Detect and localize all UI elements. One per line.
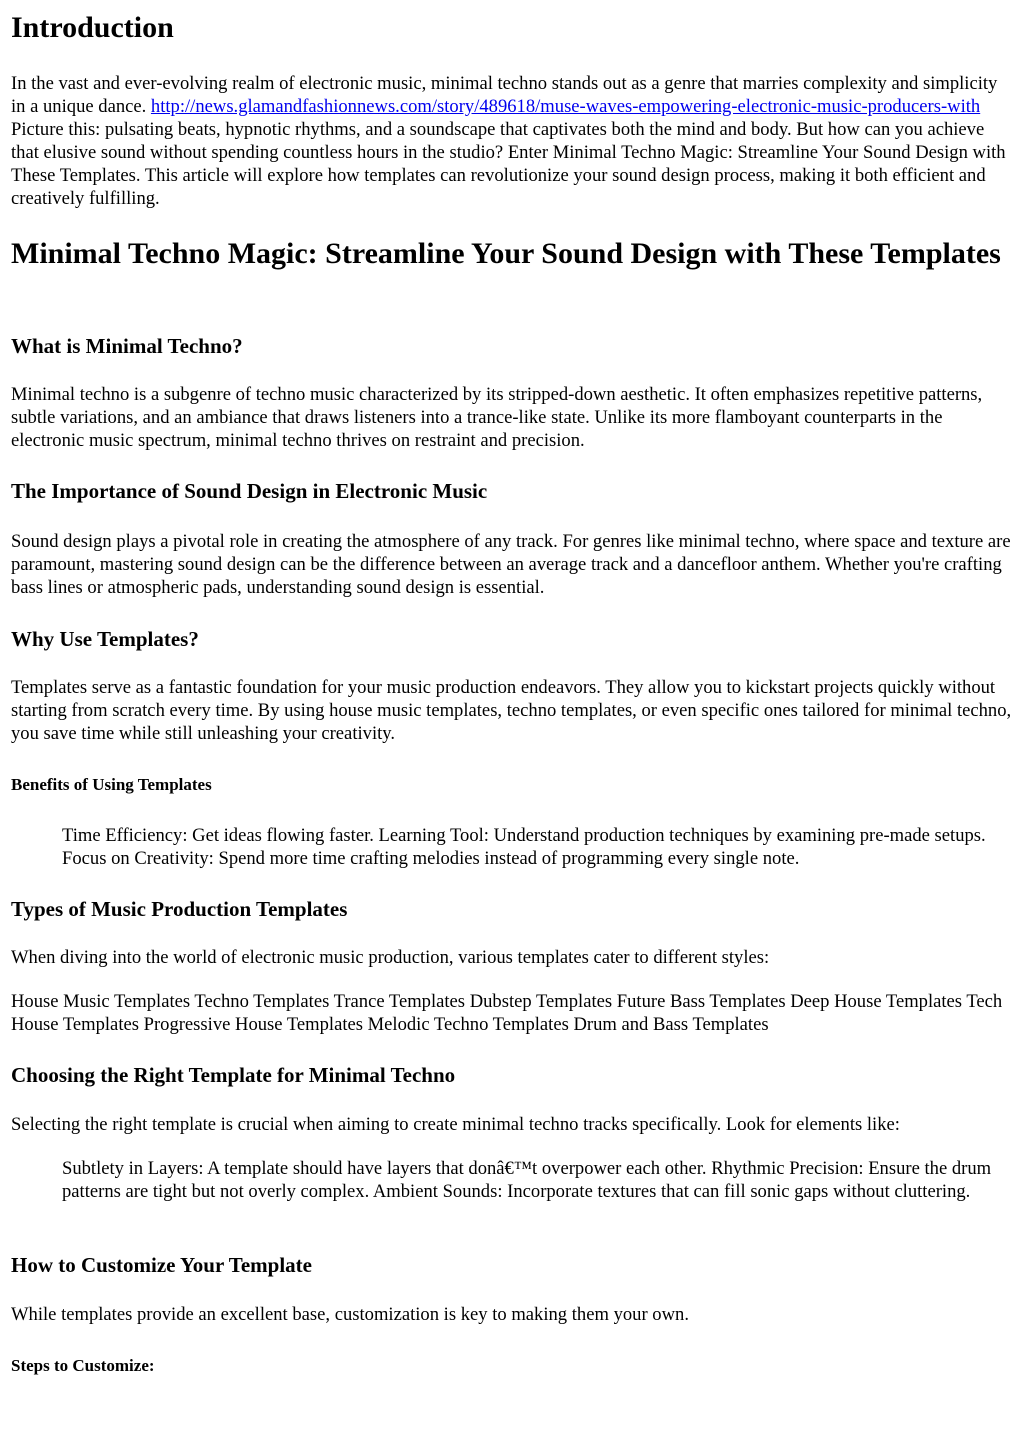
benefits-list: Time Efficiency: Get ideas flowing faster. Learning Tool: Understand production techniques by examining pre-made setups. Focus on Creativity: Spend more time crafting melodies instead of programming every single note. [62,825,986,869]
section-heading-what: What is Minimal Techno? [11,334,243,358]
section-text-choosing: Selecting the right template is crucial when aiming to create minimal techno tracks specifically. Look for elements like: [11,1114,900,1135]
main-heading: Minimal Techno Magic: Streamline Your Sound Design with These Templates [11,237,1001,270]
section-text-importance: Sound design plays a pivotal role in creating the atmosphere of any track. For genres like minimal techno, where space and texture are paramount, mastering sound design can be the difference between an average track and a dancefloor anthem. Whether you're crafting bass lines or atmospheric pads, understanding sound design is essential. [11,531,1011,598]
section-heading-why: Why Use Templates? [11,627,199,651]
section-text-customize: While templates provide an excellent base, customization is key to making them your own. [11,1304,689,1325]
section-text-why: Templates serve as a fantastic foundation for your music production endeavors. They allow you to kickstart projects quickly without starting from scratch every time. By using house music templates, techno templates, or even specific ones tailored for minimal techno, you save time while still unleashing your creativity. [11,677,1012,744]
section-heading-customize: How to Customize Your Template [11,1253,312,1277]
section-heading-importance: The Importance of Sound Design in Electronic Music [11,479,488,503]
section-text-types: When diving into the world of electronic music production, various templates cater to different styles: [11,947,770,968]
choosing-list: Subtlety in Layers: A template should have layers that donâ€™t overpower each other. Rhythmic Precision: Ensure the drum patterns are tight but not overly complex. Ambient Sounds: Incorporate textures that can fill sonic gaps without cluttering. [62,1158,992,1202]
intro-text-end: Picture this: pulsating beats, hypnotic rhythms, and a soundscape that captivates both the mind and body. But how can you achieve that elusive sound without spending countless hours in the studio? Enter Minimal Techno Magic: Streamline Your Sound Design with These Templates. This article will explore how templates can revolutionize your sound design process, making it both efficient and creatively fulfilling. [11,119,1006,209]
intro-paragraph [11,72,1014,210]
intro-heading: Introduction [11,11,174,44]
section-text-what: Minimal techno is a subgenre of techno music characterized by its stripped-down aesthetic. It often emphasizes repetitive patterns, subtle variations, and an ambiance that draws listeners into a trance-like state. Unlike its more flamboyant counterparts in the electronic music spectrum, minimal techno thrives on restraint and precision. [11,384,983,451]
article-link[interactable]: http://news.glamandfashionnews.com/story/489618/muse-waves-empowering-electronic-music-producers-with [150,96,981,117]
subsection-heading-benefits: Benefits of Using Templates [11,775,212,794]
section-heading-choosing: Choosing the Right Template for Minimal Techno [11,1063,456,1087]
subsection-heading-steps: Steps to Customize: [11,1356,155,1375]
types-list: House Music Templates Techno Templates Trance Templates Dubstep Templates Future Bass Templates Deep House Templates Tech House Templates Progressive House Templates Melodic Techno Templates Drum and Bass Templates [11,991,1003,1035]
intro-text-start: In the vast and ever-evolving realm of electronic music, minimal techno stands out as a genre that marries complexity and simplicity in a unique dance. [11,73,998,117]
section-heading-types: Types of Music Production Templates [11,897,348,921]
